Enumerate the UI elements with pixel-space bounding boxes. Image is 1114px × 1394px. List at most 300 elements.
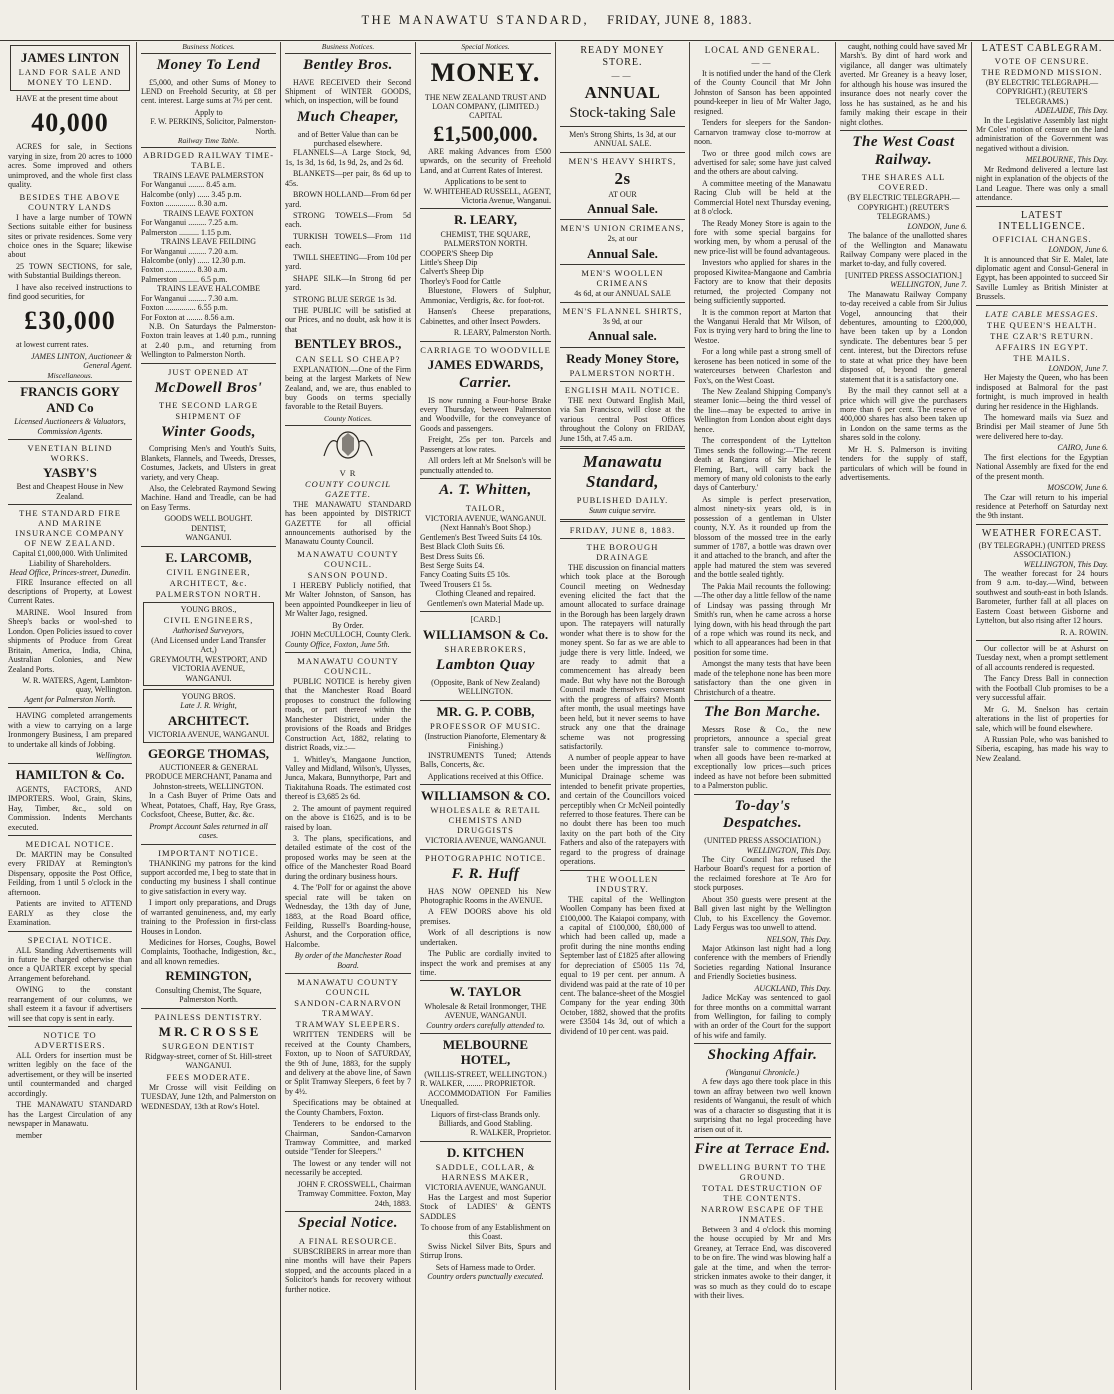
railway-row: For Foxton at ........ 8.56 a.m. <box>141 312 235 322</box>
huff-few: A FEW DOORS above his old premises. <box>420 907 551 926</box>
huff-text: HAS NOW OPENED his New Photographic Rooms in the AVENUE. <box>420 886 551 905</box>
owing-text: OWING to the constant rearrangement of our columns, we shall esteem it a favour if advertisers will see that copy is sent in early. <box>8 985 132 1023</box>
drainage-text-2: A number of people appear to have been under the impression that the Municipal Drainage scheme was intended to benefit private properties, and certain of the Councillors voiced perceptibly when Cr McNeil pointedly referred to those features. There can be no doubt there has been too much laxity on the part both of the City Fathers and also of the ratepayers with regard to the progress of drainage operations. <box>560 753 685 867</box>
road-board-order: By order of the Manchester Road Board. <box>294 951 402 970</box>
cooper-dip: COOPER'S Sheep Dip <box>420 248 494 258</box>
heavy-price: 2s <box>614 168 631 188</box>
at-our: AT OUR <box>608 189 637 199</box>
wellington-text-7b: By the mail they cannot sell at a price which will give the purchasers more than 6 per cent. The reserve of 400,000 shares has also been taken up in London on the same terms as the shares sold in the colony. <box>840 386 967 443</box>
railway-row: TRAINS LEAVE FOXTON <box>163 208 254 218</box>
leader-date: FRIDAY, JUNE 8, 1883. <box>569 524 676 535</box>
sanson-text: I HEREBY Publicly notified, that Mr Walter Johnston, of Sanson, has been appointed Poundkeeper in lieu of Mr Walter Jago, resigned. <box>285 580 411 619</box>
standard-marine-text: MARINE. Wool Insured from Sheep's backs or wool-shed to London. Open Policies issued to cover shipments of Produce from Great Britain, America, India, China, Australian Colonies, and New Zealand Ports. <box>8 607 132 674</box>
painless-heading: PAINLESS DENTISTRY. <box>154 1011 263 1022</box>
mail-notice-text: THE next Outward English Mail, via San Francisco, will close at the various central Post Offices throughout the Colony on FRIDAY, June 15th, at 7.45 a.m. <box>560 395 685 443</box>
george-cash: In a Cash Buyer of Prime Oats and Wheat, Potatoes, Chaff, Hay, Rye Grass, Cocksfoot, Cheese, Butter, &c. &c. <box>141 791 276 820</box>
suit-item: Fancy Coating Suits £5 10s. <box>420 570 511 580</box>
gazette-text: THE MANAWATU STANDARD has been appointed by DISTRICT GAZETTE for all official announcements authorised by the Manawatu County Council. <box>285 499 411 547</box>
linton-advert <box>10 45 130 91</box>
annual-sale-2: Annual Sale. <box>587 245 658 261</box>
larcomb-engineer: CIVIL ENGINEER, <box>166 566 251 577</box>
capital-value: £1,500,000. <box>433 120 538 146</box>
collector-text: Our collector will be at Ashurst on Tuesday next, when a prompt settlement of all accounts rendered is requested. <box>976 644 1108 672</box>
huff-work: Work of all descriptions is now undertaken. <box>420 928 551 947</box>
the-mails: THE MAILS. <box>1013 352 1071 363</box>
bentley-item: TURKISH TOWELS—From 11d each. <box>285 231 411 251</box>
much-cheaper: Much Cheaper, <box>296 108 400 125</box>
weather-dateline: WELLINGTON, This Day. <box>1023 559 1108 569</box>
kitchen-stock: Has the Largest and most Superior Stock of LADIES' & GENTS SADDLES <box>420 1192 551 1221</box>
moscow-text: The Czar will return to his imperial residence at Peterhoff on Saturday next the 9th instant. <box>976 492 1108 521</box>
tramway-text: WRITTEN TENDERS will be received at the County Chambers, Foxton, up to Noon of SATURDAY, the 9th of June, 1883, for the supply and delivery at the above line, of Sawn or Split Tramway Sleepers, 6 feet by 7 by 4½. <box>285 1030 411 1096</box>
cobb-heading: MR. G. P. COBB, <box>436 703 535 719</box>
local-item: A committee meeting of the Manawatu Racing Club will be held at the Commercial Hotel next Thursday evening, at 8 o'clock. <box>694 178 831 217</box>
linton-signature: JAMES LINTON, Auctioneer & General Agent. <box>30 351 132 371</box>
wellington-text-1: The City Council has refused the Harbour Board's request for a portion of the reclaimed foreshore at Te Aro for stock purposes. <box>694 855 831 893</box>
linton-sub: LAND FOR SALE AND MONEY TO LEND. <box>18 67 122 88</box>
young-civil: CIVIL ENGINEERS, <box>163 615 254 626</box>
crest-letters: V R <box>339 467 357 478</box>
business-notices-head: Business Notices. <box>141 42 276 54</box>
railway-row: TRAINS LEAVE PALMERSTON <box>153 171 264 181</box>
railway-row: Foxton ............... 6.55 p.m. <box>141 303 228 313</box>
local-item: The Ready Money Store is again to the fore with some special bargains for working men, by whom a perusal of the new price-list will be found advantageous. <box>694 218 831 256</box>
drainage-heading: THE BOROUGH DRAINAGE <box>586 541 659 562</box>
better-value: and of Better Value than can be purchased elsewhere. <box>297 129 399 148</box>
bentley-item: SHAPE SILK—In Strong 6d per yard. <box>285 273 411 293</box>
young-grey: GREYMOUTH, WESTPORT, AND VICTORIA AVENUE, <box>149 654 267 674</box>
medical-attend: Patients are invited to ATTEND EARLY as they close the Examination. <box>8 899 132 928</box>
bentley-item: TWILL SHEETING—From 10d per yard. <box>285 252 411 272</box>
annual-sale-1: Annual Sale. <box>587 201 658 217</box>
united-press-7: [UNITED PRESS ASSOCIATION.] <box>845 270 962 280</box>
railway-row: Foxton ............... 8.30 a.m. <box>141 199 228 209</box>
bon-marche-text: Messrs Rose & Co., the new proprietors, announce a special great transfer sale to commence to-morrow, when all goods have been re-marked at exceptionally low prices—such prices indeed as have not before been submitted to a Palmerston public. <box>694 724 831 791</box>
taylor-country: Country orders carefully attended to. <box>426 1020 545 1030</box>
card-label: [CARD.] <box>470 615 501 625</box>
carrier-text: IS now running a Four-horse Brake every Thursday, between Palmerston and Woodville, for the conveyance of Goods and passengers. <box>420 395 551 433</box>
tailor-address: VICTORIA AVENUE, WANGANUI. (Next Hannah's Boot Shop.) <box>425 513 546 533</box>
winter-goods-heading: Winter Goods, <box>160 423 257 440</box>
rms-pn: PALMERSTON NORTH. <box>569 367 676 378</box>
wholesale-chemists: WHOLESALE & RETAIL CHEMISTS AND DRUGGISTS <box>430 805 541 836</box>
final-resource: A FINAL RESOURCE. <box>298 1235 398 1246</box>
melbourne-text: Mr Redmond delivered a lecture last night in explanation of the objects of the Land League. There was only a small attendance. <box>976 164 1108 203</box>
kitchen-victoria: VICTORIA AVENUE, WANGANUI. <box>425 1183 546 1193</box>
crosse-visit: Mr Crosse will visit Feilding on TUESDAY, June 12th, and Palmerston on WEDNESDAY, 13th at Row's Hotel. <box>141 1082 276 1111</box>
wellington-text-7: The Manawatu Railway Company to-day received a cable from Sir Julius Vogel, announcing that their debentures, amounting to £200,000, have been taken up by a London syndicate. The debentures bear 5 per cent. interest, but the Directors refuse to state at what price they have been disposed of, beyond the general statement that it is a satisfactory one. <box>840 289 967 384</box>
own-material: Gentlemen's own Material Made up. <box>427 598 544 608</box>
linton-acres: 40,000 <box>31 107 109 137</box>
young-bros-advert <box>143 602 274 686</box>
local-item: Tenders for sleepers for the Sandon-Carnarvon tramway close to-morrow at noon. <box>694 118 831 147</box>
kitchen-nickel: Swiss Nickel Silver Bits, Spurs and Stirrup Irons. <box>420 1241 551 1261</box>
russian-pole-text: A Russian Pole, who was banished to Siberia, escaping, has made his way to New Zealand. <box>976 734 1108 763</box>
standard-flag: Manawatu Standard, <box>582 452 663 492</box>
nelson-text: Major Atkinson last night had a long conference with the members of Friendly Societies regarding National Insurance and Friendly Societies business. <box>694 943 831 982</box>
public-notice-text: PUBLIC NOTICE is hereby given that the Manchester Road Board proposes to construct the following roads, or part thereof within the Manchester District, under the provisions of the Roads and Bridges Construction Act, 1882, relating to district Roads, viz.:— <box>285 677 411 753</box>
lambton-quay: Lambton Quay <box>436 656 535 673</box>
nztl-name: THE NEW ZEALAND TRUST AND LOAN COMPANY, (LIMITED.) <box>424 92 547 111</box>
dentist-label: DENTIST, <box>191 523 226 533</box>
remington-heading: REMINGTON, <box>165 968 252 984</box>
sandon-tramway: SANDON-CARNARVON TRAMWAY. <box>294 998 402 1019</box>
mcdowell-heading: McDowell Bros' <box>154 379 263 396</box>
suit-item: Tweed Trousers £1 5s. <box>420 579 492 589</box>
fire-dwelling: DWELLING BURNT TO THE GROUND. <box>698 1161 827 1182</box>
tailor-label: TAILOR, <box>465 502 506 513</box>
george-prompt: Prompt Account Sales returned in all cases. <box>149 821 268 841</box>
railway-row: TRAINS LEAVE HALCOMBE <box>157 284 260 294</box>
advance-text: ARE making Advances from £500 upwards, on the security of Freehold Land, and at Current Rates of Interest. <box>420 146 551 175</box>
young-heading: YOUNG BROS., <box>180 604 237 614</box>
business-notices-head-3: Business Notices. <box>285 42 411 54</box>
fancy-dress-text: The Fancy Dress Ball in connection with the Football Club promises to be a very successful affair. <box>976 674 1108 703</box>
huff-heading: F. R. Huff <box>451 865 520 882</box>
fire-escape: NARROW ESCAPE OF THE INMATES. <box>701 1203 824 1224</box>
linton-besides: BESIDES THE ABOVE COUNTRY LANDS <box>19 191 121 212</box>
paper-name: THE MANAWATU STANDARD, <box>361 12 590 27</box>
woollen-price: 4s 6d, at our ANNUAL SALE <box>574 289 671 299</box>
special-notices-head: Special Notices. <box>420 42 551 54</box>
weather-by-tel: (BY TELEGRAPH.) (UNITED PRESS ASSOCIATION.) <box>978 540 1106 560</box>
clothing-cleaned: Clothing Cleaned and repaired. <box>435 589 536 599</box>
flannel-shirts: MEN'S FLANNEL SHIRTS, <box>562 305 683 316</box>
union-crimeans: MEN'S UNION CRIMEANS, <box>560 223 685 234</box>
published-daily: PUBLISHED DAILY. <box>576 495 669 506</box>
notice-adv-text: ALL Orders for insertion must be written legibly on the face of the advertisement, or they will be inserted until countermanded and charged accordingly. <box>8 1051 132 1098</box>
amount-text: 2. The amount of payment required on the above is £1625, and is to be raised by loan. <box>285 803 411 832</box>
larcomb-pn: PALMERSTON NORTH. <box>155 588 262 599</box>
column-1 <box>4 42 137 1390</box>
leary-signature: R. LEARY, Palmerston North. <box>453 328 551 338</box>
bentley-cheap: CAN SELL SO CHEAP? <box>295 353 401 364</box>
perkins-signature: F. W. PERKINS, Solicitor, Palmerston-North. <box>150 117 276 136</box>
local-item: As simple is perfect preservation, almost ninety-six years old, is in possession of a gentleman in Ulster county, N.Y. As it rounded up from the blossom of the mossed tree in the early summer of 1787, a bottle was drawn over it and attached to the branch, and after the apple had matured the stem was severed and the bottle sealed tightly. <box>694 494 831 580</box>
linton-lead: HAVE at the present time about <box>16 94 118 104</box>
shocking-heading: Shocking Affair. <box>707 1047 818 1064</box>
bentley-items <box>285 148 411 304</box>
railway-row: Foxton ............... 8.30 a.m. <box>141 265 228 275</box>
bentley-bros-repeat: BENTLEY BROS., <box>294 336 402 352</box>
suit-item: Best Dress Suits £6. <box>420 551 485 561</box>
suits-list <box>420 533 551 590</box>
czar-return: THE CZAR'S RETURN. <box>990 330 1094 341</box>
weather-text: The weather forecast for 24 hours from 9 a.m. to-day.—Wind, between southwest and south-east in both Islands. Barometer, further fall at all places on Eastern Coast between Gisborne and Lyttelton, but also rising after 12 hours. <box>976 568 1108 626</box>
linton-money-text: at lowest current rates. <box>16 340 89 350</box>
by-order: By Order. <box>332 620 364 630</box>
hayward-wellington: Wellington. <box>95 751 132 761</box>
winter-goods-text: Comprising Men's and Youth's Suits, Blankets, Flannels, and Tweeds, Dresses, Costumes, Jackets, and Ulsters in great variety, and very Cheap. <box>141 444 276 482</box>
crosse-ridgway: Ridgway-street, corner of St. Hill-street WANGANUI. <box>144 1051 273 1071</box>
column-7 <box>836 42 972 1390</box>
cobb-instruments: INSTRUMENTS Tuned; Attends Balls, Concerts, &c. <box>420 750 551 770</box>
bentley-item: FLANNELS—A Large Stock, 9d, 1s, 1s 3d, 1s 6d, 1s 9d, 2s, and 2s 6d. <box>285 148 411 167</box>
apply-text: Apply to <box>194 107 223 117</box>
gory-heading: FRANCIS GORY AND Co <box>20 384 120 415</box>
kitchen-choose: To choose from of any Establishment on this Coast. <box>420 1222 551 1242</box>
queen-health: THE QUEEN'S HEALTH. <box>986 319 1098 330</box>
carriage-heading: CARRIAGE TO WOODVILLE <box>420 344 551 355</box>
standard-agent: W. R. WATERS, Agent, Lambton-quay, Wellington. <box>22 675 132 695</box>
column-8 <box>972 42 1112 1390</box>
london2-text: Her Majesty the Queen, who has been indisposed at Balmoral for the past fortnight, is much improved in health during her residence in the Highlands. <box>976 373 1108 411</box>
young2-architect: ARCHITECT. <box>167 712 250 728</box>
local-item: Two or three good milch cows are advertised for sale; some have just calved and the others are about calving. <box>694 148 831 177</box>
railway-table <box>141 171 276 322</box>
little-dip: Little's Sheep Dip <box>420 258 478 268</box>
stock-taking-heading: Stock-taking Sale <box>569 105 676 122</box>
poll-text: 4. The 'Poll' for or against the above special rate will be taken on Wednesday, the 13th day of June, 1883, at the Road Board office, Feilding, Russell's Boarding-house, Ashurst, and the Corporation office, Halcombe. <box>285 883 411 949</box>
column-3 <box>281 42 416 1390</box>
bentley-item: STRONG BLUE SERGE 1s 3d. <box>293 294 397 304</box>
edwards-heading: JAMES EDWARDS, <box>427 356 544 372</box>
perkins-tenders: Mr H. S. Palmerson is inviting tenders for the supply of staff, particulars of which will be found in advertisements. <box>840 444 967 483</box>
gazette-heading: COUNTY COUNCIL GAZETTE. <box>304 478 392 499</box>
plans-text: 3. The plans, specifications, and detailed estimate of the cost of the proposed works may be seen at the office of the Manchester Road Board during the ordinary business hours. <box>285 834 411 881</box>
member-text: member <box>16 1130 43 1140</box>
newspaper-columns <box>4 42 1112 1390</box>
medical-heading: MEDICAL NOTICE. <box>25 838 115 849</box>
flannel-price: 3s 9d, at our <box>602 316 643 326</box>
separator: —— <box>751 57 774 67</box>
county-notices-head: County Notices. <box>285 414 411 426</box>
suit-item: Best Serge Suits £4. <box>420 560 485 570</box>
bentley-public: THE PUBLIC will be satisfied at our Prices, and no doubt, ask how it is that <box>285 305 411 334</box>
royal-crest-icon <box>285 428 411 466</box>
sandon-heading: MANAWATU COUNTY COUNCIL <box>297 977 399 998</box>
homeward-text: The homeward mails via Suez and Brindisi per Mail steamer of June 5th were delivered here to-day. <box>976 413 1108 441</box>
woollen-crimeans: MEN'S WOOLLEN CRIMEANS <box>581 268 664 289</box>
sewing-machine-text: Also, the Celebrated Raymond Sewing Machine. Hand and Treadle, can be had on Easy Terms. <box>141 483 276 512</box>
melbourne-proprietor: R. WALKER, Proprietor. <box>470 1128 551 1138</box>
special-notice-heading: SPECIAL NOTICE. <box>27 934 113 945</box>
young2-victoria: VICTORIA AVENUE, WANGANUI. <box>148 730 269 740</box>
bentley-text: HAVE RECEIVED their Second Shipment of WINTER GOODS, which, on inspection, will be found <box>285 77 411 106</box>
gory-text: Licensed Auctioneers & Valuators, Commission Agents. <box>14 417 126 436</box>
linton-besides-text: I have a large number of TOWN Sections suitable either for business sites or private residences. Some very choice ones in the Square; likewise about <box>8 212 132 260</box>
cable-telegraph: (BY ELECTRIC TELEGRAPH.—COPYRIGHT.) (REUTER'S TELEGRAMS.) <box>985 77 1099 106</box>
remington-chemist: Consulting Chemist, The Square, Palmerston North. <box>155 985 262 1005</box>
shares-covered: THE SHARES ALL COVERED. <box>861 172 946 193</box>
melbourne-hotel: MELBOURNE HOTEL, <box>442 1037 529 1068</box>
melbourne-liquors: Liquors of first-class Brands only. <box>430 1109 541 1119</box>
late-cable: LATE CABLE MESSAGES. <box>985 308 1099 319</box>
adelaide-text: In the Legislative Assembly last night Mr Coles' motion of censure on the land administration of the Government was negatived without a division. <box>976 115 1108 153</box>
leary-chemist: CHEMIST, THE SQUARE, PALMERSTON NORTH. <box>440 229 531 249</box>
london-text-7: The balance of the unallotted shares of the Wellington and Manawatu Railway Company were placed in the market to-day, and fully covered. <box>840 231 967 269</box>
bluestone-text: Bluestone, Flowers of Sulphur, Ammoniac, Verdigris, &c. for foot-rot. <box>420 286 551 305</box>
railway-row: TRAINS LEAVE FEILDING <box>161 237 256 247</box>
yasby-heading: YASBY'S <box>43 465 97 481</box>
wellington-text-2: About 350 guests were present at the Ball given last night by the Wellington Club, to his Excellency the Governor. Lady Fergus was too unwell to attend. <box>694 894 831 933</box>
bentley-item: BLANKETS—per pair, 8s 6d up to 45s. <box>285 169 411 188</box>
issue-date: FRIDAY, JUNE 8, 1883. <box>607 12 753 27</box>
column-4 <box>416 42 556 1390</box>
crosse-heading: M R. C R O S S E <box>158 1023 259 1039</box>
heavy-shirts: MEN'S HEAVY SHIRTS, <box>568 155 677 166</box>
mcc-heading: MANAWATU COUNTY COUNCIL. <box>297 548 399 569</box>
strong-shirts: Men's Strong Shirts, 1s 3d, at our ANNUAL SALE. <box>569 129 676 149</box>
shocking-text: A few days ago there took place in this town an affray between two well known residents of Wanganui, the result of which was of a character so disgusting that it is surprising that no legal proceeding have arisen out of it. <box>694 1077 831 1134</box>
melbourne-willis: (WILLIS-STREET, WELLINGTON.) <box>424 1069 547 1079</box>
williamson2-heading: WILLIAMSON & CO. <box>421 788 550 804</box>
rms-name: Ready Money Store, <box>566 350 679 366</box>
weather-heading: WEATHER FORECAST. <box>981 527 1103 539</box>
special-notice-heading-3: Special Notice. <box>298 1215 398 1232</box>
goods-well-bought: GOODS WELL BOUGHT. <box>164 514 253 524</box>
county-office-date: County Office, Foxton, June 5th. <box>285 639 390 649</box>
standard-fire-heading: THE STANDARD FIRE AND MARINE INSURANCE COMPANY OF NEW ZEALAND. <box>15 508 125 549</box>
railway-row: Palmerston .......... 1.15 p.m. <box>141 227 232 237</box>
west-coast-heading: The West Coast Railway. <box>852 133 955 168</box>
george-thomas-heading: GEORGE THOMAS, <box>147 745 270 761</box>
money-to-lend-text: £5,000, and other Sums of Money to LEND on Freehold Security, at £8 per cent. interest. Large sums at 7½ per cent. <box>141 77 276 106</box>
railway-row: For Wanganui ........ 8.45 a.m. <box>141 180 236 190</box>
young-surveyors: Authorised Surveyors, <box>172 626 245 636</box>
calvert-dip: Calvert's Sheep Dip <box>420 267 484 277</box>
huff-public: The Public are cordially invited to inspect the work and premises at any time. <box>420 949 551 978</box>
local-item: The New Zealand Shipping Company's steamer Ionic—being the third vessel of the line—may be expected to arrive in Wellington from London about eight days hence. <box>694 387 831 434</box>
latest-cablegram: LATEST CABLEGRAM. <box>981 43 1103 54</box>
standard-circulation: THE MANAWATU STANDARD has the Largest Circulation of any newspaper in Manawatu. <box>8 1100 132 1129</box>
london-dateline-7: LONDON, June 6. <box>907 221 967 231</box>
young-architect-advert <box>143 689 274 743</box>
auckland-text: Jadice McKay was sentenced to gaol for three months on a committal warrant from Wellington, for failing to comply with an order of the Court for the support of his wife and family. <box>694 993 831 1040</box>
fire-total: TOTAL DESTRUCTION OF THE CONTENTS. <box>702 1182 823 1203</box>
medical-text: Dr. MARTIN may be Consulted every FRIDAY at Remington's Dispensary, opposite the Post Office, Feilding, from 1 until 5 o'clock in the afternoon. <box>8 850 132 897</box>
crosse-fees: FEES MODERATE. <box>166 1071 251 1082</box>
london2-dateline: LONDON, June 7. <box>1048 363 1108 373</box>
victoria-avenue: VICTORIA AVENUE, WANGANUI. <box>425 836 546 846</box>
local-item: It is the common report at Marton that the Wanganui Herald that Mr Wilson, of Fox is trying very hard to bring the line to Westoe. <box>694 307 831 345</box>
kitchen-heading: D. KITCHEN <box>446 1144 525 1160</box>
cobb-text: (Instruction Pianoforte, Elementary & Finishing.) <box>424 731 547 751</box>
railway-row: For Wanganui ......... 7.30 a.m. <box>141 293 238 303</box>
dentist-wanganui: WANGANUI. <box>185 533 232 543</box>
taylor-iron: Wholesale & Retail Ironmonger, THE AVENUE, WANGANUI. <box>424 1001 547 1021</box>
bentley-item: STRONG TOWELS—From 5d each. <box>285 211 411 230</box>
standard-palmerston: Agent for Palmerston North. <box>24 694 116 704</box>
photo-heading: PHOTOGRAPHIC NOTICE. <box>425 852 546 863</box>
capital-label: CAPITAL <box>469 111 502 121</box>
tramway-lowest: The lowest or any tender will not necessarily be accepted. <box>285 1158 411 1178</box>
sharebrokers: SHAREBROKERS, <box>444 643 527 654</box>
final-text: SUBSCRIBERS in arrear more than nine months will have their Papers stopped, and the accounts placed in a Solicitor's hands for recovery without further notice. <box>285 1246 411 1294</box>
mail-notice-heading: ENGLISH MAIL NOTICE. <box>564 384 681 395</box>
medicines-text: Medicines for Horses, Coughs, Bowel Complaints, Toothache, Indigestion, &c., and all known remedies. <box>141 938 276 966</box>
adelaide-dateline: ADELAIDE, This Day. <box>1035 106 1108 116</box>
railway-row: Halcombe (only) ...... 3.45 p.m. <box>141 189 242 199</box>
local-item: For a long while past a strong smell of kerosene has been noticed in some of the waterceurses between Charleston and Fox's, on the West Coast. <box>694 347 831 385</box>
separator: —— <box>611 70 634 80</box>
tramway-clerk: JOHN F. CROSSWELL, Chairman Tramway Committee. Foxton, May 24th, 1883. <box>297 1179 411 1208</box>
melbourne-walker: R. WALKER, ........ PROPRIETOR. <box>420 1079 536 1089</box>
important-heading: IMPORTANT NOTICE. <box>158 847 259 858</box>
west-telegraph: (BY ELECTRIC TELEGRAPH.—COPYRIGHT.) (REUTER'S TELEGRAMS.) <box>847 193 960 222</box>
money-heading: MONEY. <box>430 57 541 87</box>
bentley-item: BROWN HOLLAND—From 6d per yard. <box>285 190 411 209</box>
london-text-8: It is announced that Sir E. Malet, late diplomatic agent and Consul-General in Egypt, has been appointed to succeed Sir Saville Lumley as British Minister at Brussels. <box>976 254 1108 302</box>
wellington-dateline: WELLINGTON, This Day. <box>746 845 831 855</box>
railway-row: For Wanganui ......... 7.25 a.m. <box>141 218 238 228</box>
cairo-text: The first elections for the Egyptian National Assembly are fixed for the end of the present month. <box>976 452 1108 481</box>
nelson-dateline: NELSON, This Day. <box>766 934 831 944</box>
weather-signature: R. A. ROWIN. <box>1060 627 1108 637</box>
fire-heading: Fire at Terrace End. <box>694 1141 831 1158</box>
wellington-dateline-7: WELLINGTON, June 7. <box>890 280 967 290</box>
money-to-lend-heading: Money To Lend <box>156 56 261 73</box>
moscow-dateline: MOSCOW, June 6. <box>1047 483 1108 493</box>
just-opened: JUST OPENED AT <box>168 366 249 377</box>
linton-heading: JAMES LINTON <box>20 50 120 65</box>
annual-heading: ANNUAL <box>584 83 661 103</box>
railway-row: For Wanganui ......... 7.20 a.m. <box>141 246 238 256</box>
williamson-heading: WILLIAMSON & Co. <box>422 626 549 642</box>
larcomb-architect: ARCHITECT, &c. <box>169 577 248 588</box>
young-land: (And Licensed under Land Transfer Act,) <box>151 635 266 655</box>
united-press: (UNITED PRESS ASSOCIATION.) <box>704 836 821 846</box>
melbourne-accom: ACCOMMODATION For Families Unequalled. <box>420 1088 551 1108</box>
railway-nb: N.B. On Saturdays the Palmerston-Foxton train leaves at 1.40 p.m., running at 2.40 p.m., and returning from Wellington to Palmerston North. <box>141 322 276 360</box>
orders-text: All orders left at Mr Snelson's will be punctually attended to. <box>420 456 551 475</box>
local-item: The correspondent of the Lyttelton Times sends the following:—'The recent death at Rangiora of Sir Michael le Fleming, Bart., will carry back the memory of many old colonists to the early days of Canterbury.' <box>694 436 831 493</box>
crosse-surgeon: SURGEON DENTIST <box>162 1040 255 1051</box>
ready-money-store-heading: READY MONEY STORE. <box>580 45 665 68</box>
official-changes: OFFICIAL CHANGES. <box>992 234 1092 245</box>
kitchen-country: Country orders punctually executed. <box>427 1272 544 1282</box>
cobb-apps: Applications received at this Office. <box>427 771 544 781</box>
fire-continued: caught, nothing could have saved Mr Marsh's. By dint of hard work and vigilance, all danger was ultimately averted. Mr Greaney is a heavy loser, for although his house was insured the insurance does not nearly cover the loss he has sustained, as he and his family making their escape in their night clothes. <box>840 42 967 127</box>
bentley-heading: Bentley Bros. <box>303 56 393 73</box>
notice-adv-heading: NOTICE TO ADVERTISERS. <box>34 1030 106 1051</box>
capital-row <box>420 111 551 146</box>
carrier-heading: Carrier. <box>459 374 512 391</box>
george-thomas-text: AUCTIONEER & GENERAL PRODUCE MERCHANT, Panama and Johnston-streets, WELLINGTON. <box>145 763 272 791</box>
misc-head: Miscellaneous. <box>8 371 132 383</box>
column-2 <box>137 42 281 1390</box>
young2-heading: YOUNG BROS. <box>181 692 236 702</box>
auckland-dateline: AUCKLAND, This Day. <box>754 983 831 993</box>
despatches-heading: To-day's Despatches. <box>722 797 803 832</box>
kitchen-sets: Sets of Harness made to Order. <box>435 1262 536 1272</box>
tramway-spec: Specifications may be obtained at the County Chambers, Foxton. <box>285 1098 411 1117</box>
standard-head-office: Head Office, Princes-street, Dunedin. <box>9 568 131 578</box>
railway-row: Palmerston .......... 6.5 p.m. <box>141 274 228 284</box>
kitchen-saddle: SADDLE, COLLAR, & HARNESS MAKER, <box>435 1162 536 1183</box>
important-text: THANKING my patrons for the kind support accorded me, I beg to state that in conducting my business I shall continue to give satisfaction in every way. <box>141 858 276 896</box>
venetian-heading: VENETIAN BLIND WORKS. <box>27 442 113 463</box>
young2-wright: Late J. R. Wright, <box>180 701 237 711</box>
masthead <box>0 0 1114 41</box>
vote-censure: VOTE OF CENSURE. <box>994 55 1090 66</box>
hayward-text: HAVING completed arrangements with a view to carrying on a large Ironmongery Business, I am prepared to undertake all kinds of Jobbing. <box>8 711 132 749</box>
column-5 <box>556 42 690 1390</box>
larcomb-heading: E. LARCOMB, <box>165 549 252 565</box>
thorley-food: Thorley's Food for Cattle <box>420 276 501 286</box>
russell-signature: W. WHITEHEAD RUSSELL, AGENT, Victoria Avenue, Wanganui. <box>423 186 551 205</box>
woollen-industry-heading: THE WOOLLEN INDUSTRY. <box>586 873 659 894</box>
linton-money: £30,000 <box>24 305 116 335</box>
fire-text: Between 3 and 4 o'clock this morning the house occupied by Mr and Mrs Greaney, at Terrace End, was discovered to be on fire. The wind was blowing half a gale at the time, and when the terror-stricken inmates awoke to their danger, it was so much as they could do to escape with their lives. <box>694 1224 831 1300</box>
hamilton-heading: HAMILTON & Co. <box>15 767 125 783</box>
bon-marche-heading: The Bon Marche. <box>703 704 822 721</box>
snelson-text: Mr G. M. Snelson has certain alterations in the list of properties for sale, which will be found elsewhere. <box>976 704 1108 733</box>
young-wanganui: WANGANUI. <box>185 673 232 683</box>
bentley-explanation: EXPLANATION.—One of the Firm being at the largest Markets of New Zealand, and, we are, thus enabled to buy Goods on terms specially favorable to the Retail Buyers. <box>285 364 411 412</box>
local-item: Investors who applied for shares in the proposed Kiwitea-Mangaone and Cambria Factory are to know that their deposits returned, the projected Company not being sufficiently supported. <box>694 258 831 306</box>
whitten-heading: A. T. Whitten, <box>439 482 532 499</box>
